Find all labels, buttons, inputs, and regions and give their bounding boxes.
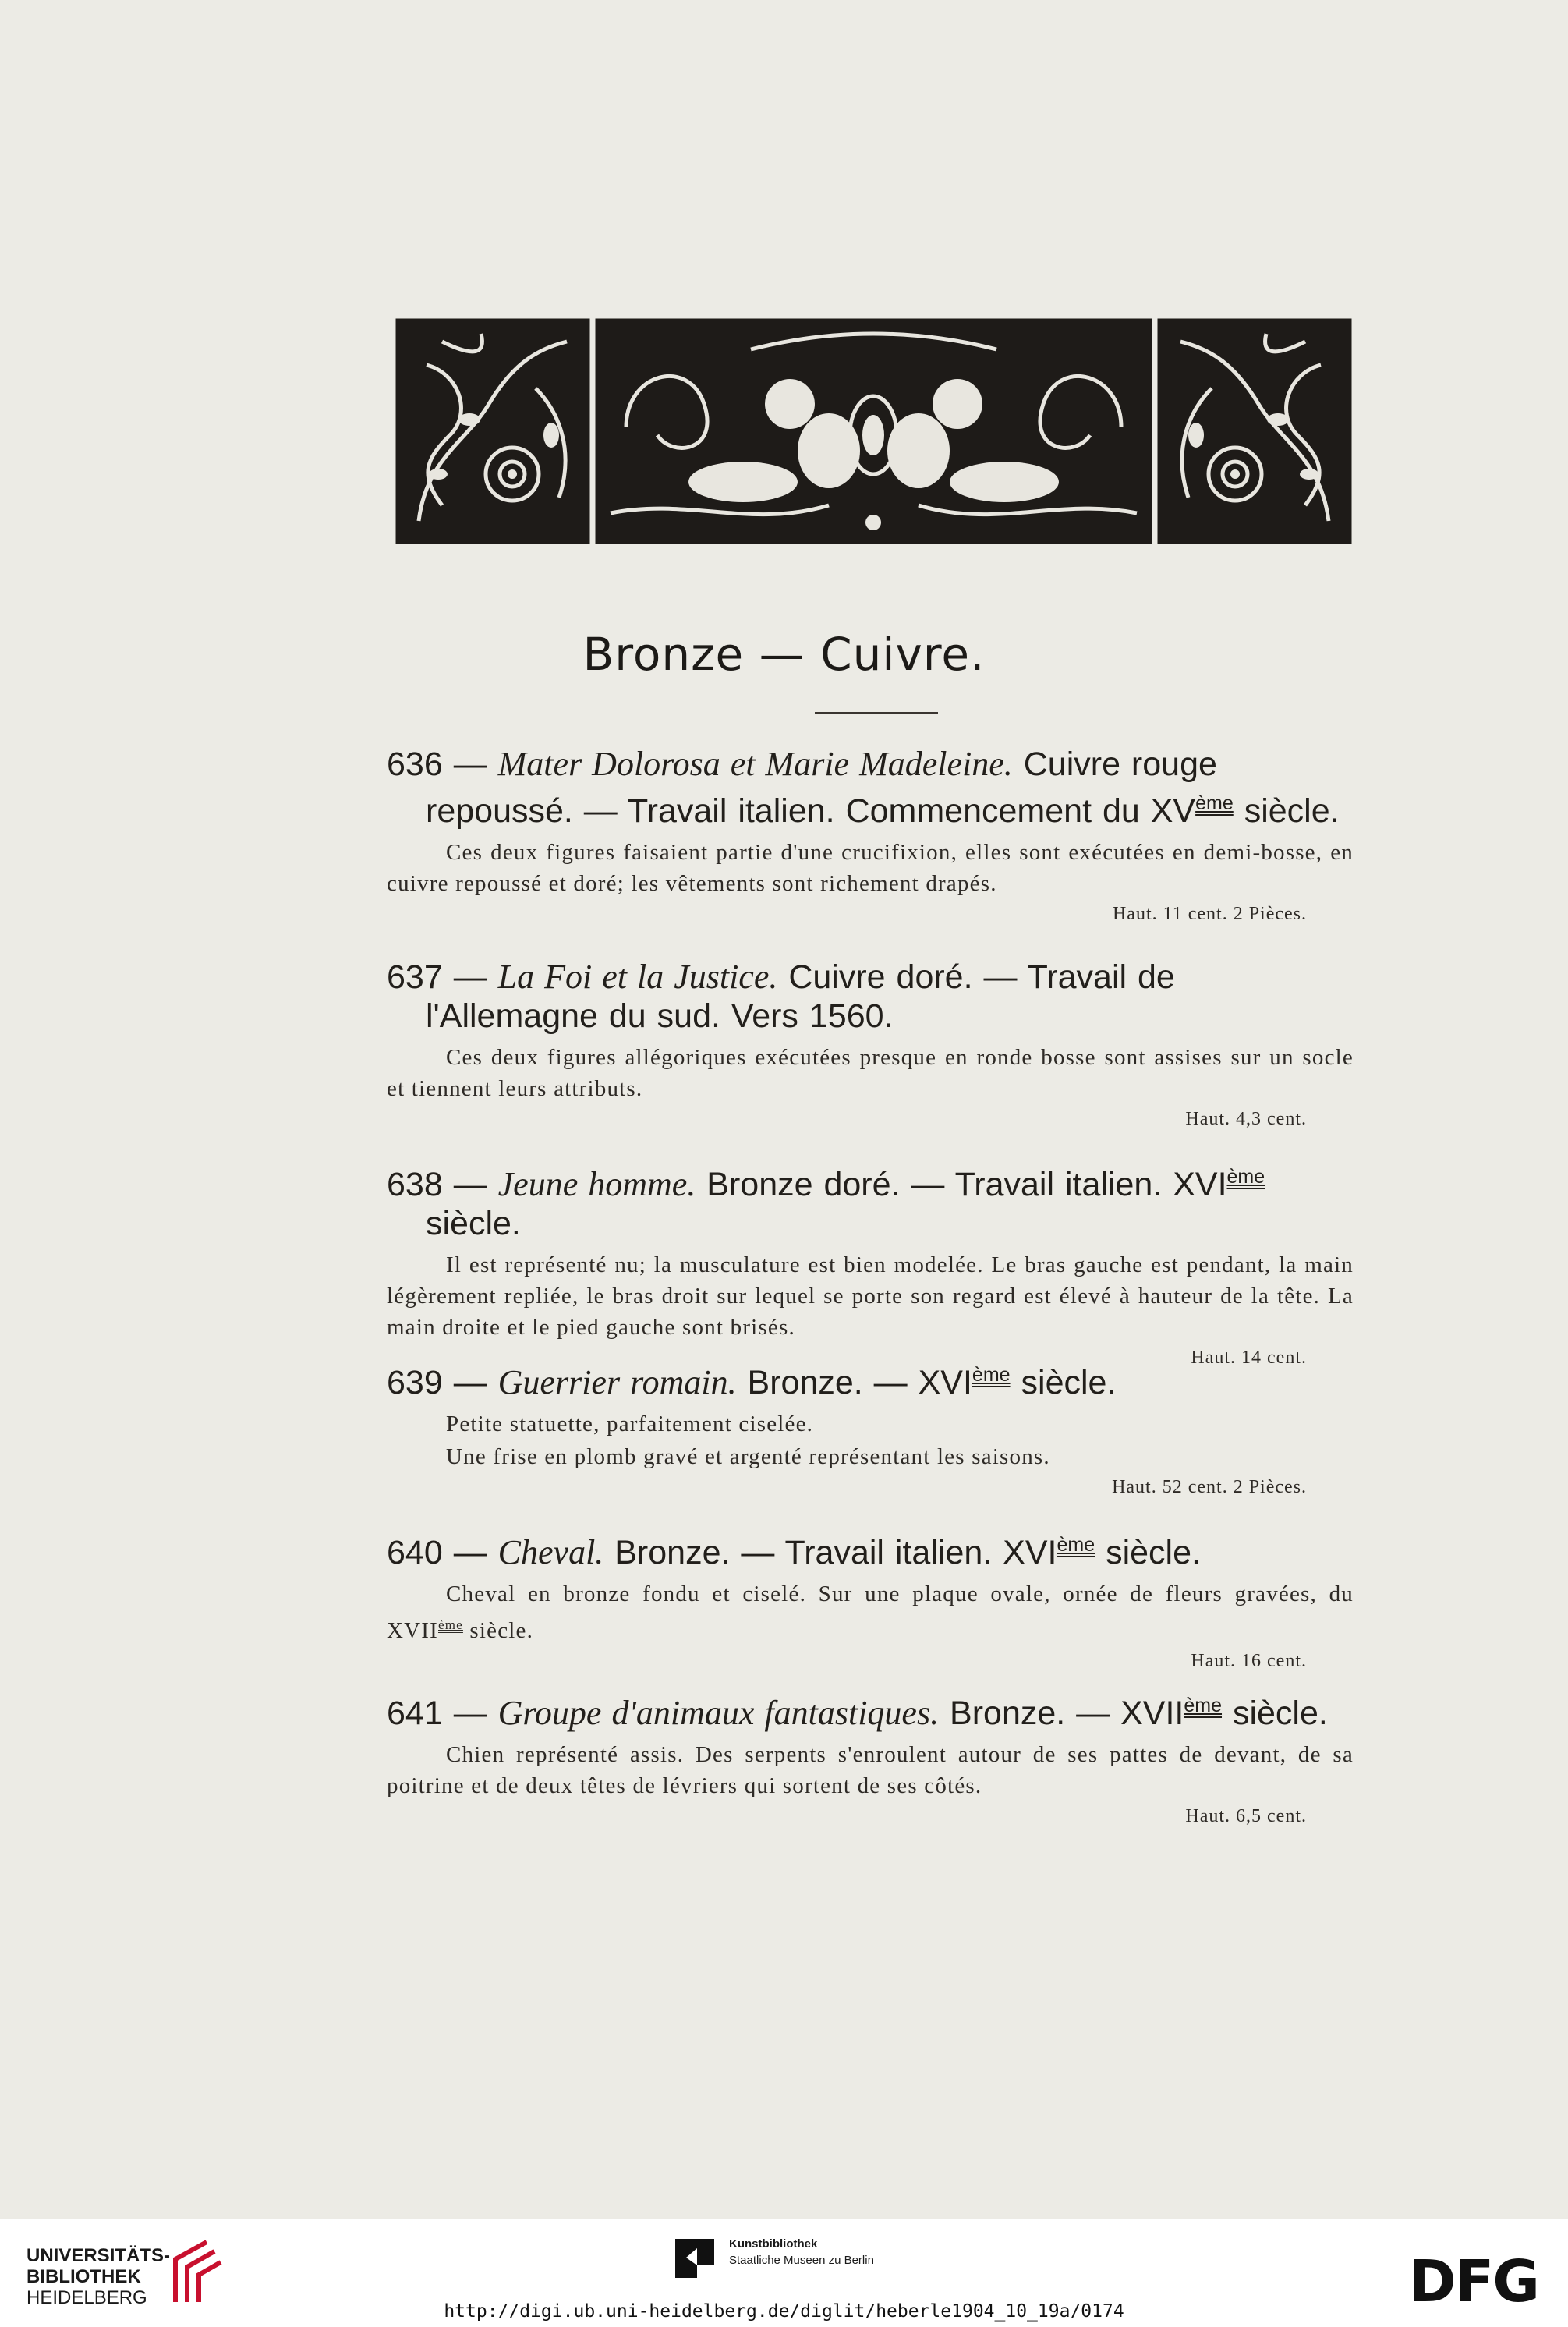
entry-name: Mater Dolorosa et Marie Madeleine. [497,745,1013,783]
entry-name: Groupe d'animaux fantastiques. [497,1694,940,1732]
entry-details: Bronze. — Travail italien. XVI [603,1534,1057,1571]
entry-number: 638 [387,1166,443,1203]
entry-heading [387,958,1354,1036]
entry-superscript: ème [1184,1695,1223,1716]
kunstbibliothek-logo-icon [671,2234,719,2283]
entry-details: Cuivre doré. — Travail de l'Allemagne du sud. Vers 1560. [426,958,1175,1035]
entry-measurement: Haut. 52 cent. 2 Pièces. [1112,1477,1307,1497]
title-rule [815,712,938,714]
permalink-url[interactable]: http://digi.ub.uni-heidelberg.de/diglit/heberle1904_10_19a/0174 [444,2301,1124,2322]
catalog-entry-637 [387,958,1354,1130]
dfg-logo: DFG [1408,2248,1538,2315]
entry-measurement: Haut. 14 cent. [1191,1348,1307,1368]
entry-description-2: Une frise en plomb gravé et argenté représentant les saisons. [446,1444,1050,1469]
ub-line-3: HEIDELBERG [27,2287,147,2308]
catalog-entry-638 [387,1157,1354,1369]
entry-heading [387,1355,1354,1402]
entry-description-superscript: ème [438,1617,463,1632]
entry-name: Guerrier romain. [497,1363,737,1401]
entry-superscript: ème [972,1364,1011,1386]
entry-tail: siècle. [426,1205,521,1242]
catalog-entry-636 [387,745,1354,925]
entry-measurement: Haut. 4,3 cent. [1185,1109,1307,1129]
entry-number: 637 [387,958,443,996]
catalog-entry-641 [387,1686,1354,1827]
entry-tail: siècle. [1222,1695,1328,1732]
entry-tail: siècle. [1233,792,1340,830]
entry-description: Petite statuette, parfaitement ciselée. [446,1411,814,1436]
entry-heading [387,745,1354,831]
entry-dash: — [453,958,487,996]
entry-heading [387,1525,1354,1572]
entry-number: 640 [387,1534,443,1571]
catalog-entry-640 [387,1525,1354,1672]
entry-dash: — [453,746,487,783]
frieze-right-panel [1157,318,1352,544]
entry-measurement: Haut. 6,5 cent. [1185,1806,1307,1826]
entry-tail: siècle. [1010,1364,1117,1401]
entry-dash: — [453,1166,487,1203]
entry-name: Jeune homme. [497,1165,696,1203]
entry-measurement: Haut. 16 cent. [1191,1651,1307,1671]
catalog-entry-639 [387,1355,1354,1498]
entry-dash: — [453,1534,487,1571]
entry-superscript: ème [1057,1534,1095,1556]
entry-tail: siècle. [1095,1534,1201,1571]
entry-description-text: Cheval en bronze fondu et ciselé. Sur une plaque ovale, ornée de fleurs gravées, du XVII [387,1581,1354,1643]
section-title: Bronze — Cuivre. [582,628,986,681]
kb-line-2: Staatliche Museen zu Berlin [729,2254,874,2267]
ub-line-2: BIBLIOTHEK [27,2266,141,2287]
entry-description: Ces deux figures faisaient partie d'une crucifixion, elles sont exécutées en demi-bosse, en cuivre repoussé et doré; les vêtements sont richement drapés. [387,840,1354,896]
entry-details: Bronze. — XVI [736,1364,972,1401]
frieze-left-panel [395,318,590,544]
entry-dash: — [453,1364,487,1401]
entry-superscript: ème [1195,792,1234,814]
entry-details: Cuivre rouge repoussé. — Travail italien. Commencement du XV [426,746,1217,830]
ornamental-frieze [395,318,1354,544]
frieze-center-panel [595,318,1152,544]
entry-dash: — [453,1695,487,1732]
entry-superscript: ème [1226,1166,1265,1188]
library-footer [0,2219,1568,2327]
ub-line-1: UNIVERSITÄTS- [27,2245,171,2266]
entry-name: La Foi et la Justice. [497,958,778,996]
entry-description: Ces deux figures allégoriques exécutées presque en ronde bosse sont assises sur un socle et tiennent leurs attributs. [387,1045,1354,1101]
entry-number: 636 [387,746,443,783]
entry-description [387,1578,1354,1646]
ub-heidelberg-wordmark [27,2245,170,2308]
kb-line-1: Kunstbibliothek [729,2237,818,2251]
entry-description-tail: siècle. [462,1618,534,1643]
kunstbibliothek-wordmark [729,2236,874,2269]
entry-heading [387,1157,1354,1243]
entry-name: Cheval. [497,1533,604,1571]
entry-measurement: Haut. 11 cent. 2 Pièces. [1112,904,1307,924]
entry-number: 639 [387,1364,443,1401]
entry-heading [387,1686,1354,1733]
entry-details: Bronze doré. — Travail italien. XVI [696,1166,1227,1203]
entry-description: Il est représenté nu; la musculature est bien modelée. Le bras gauche est pendant, la main légèrement repliée, le bras droit sur lequel se porte son regard est élevé à hauteur de la tête. La main droite et le pied gauche sont brisés. [387,1252,1354,1340]
entry-description: Chien représenté assis. Des serpents s'enroulent autour de ses pattes de devant, de sa poitrine et de deux têtes de lévriers qui sortent de ses côtés. [387,1742,1354,1798]
entry-number: 641 [387,1695,443,1732]
entry-details: Bronze. — XVII [939,1695,1184,1732]
ub-heidelberg-logo-icon [160,2236,222,2306]
